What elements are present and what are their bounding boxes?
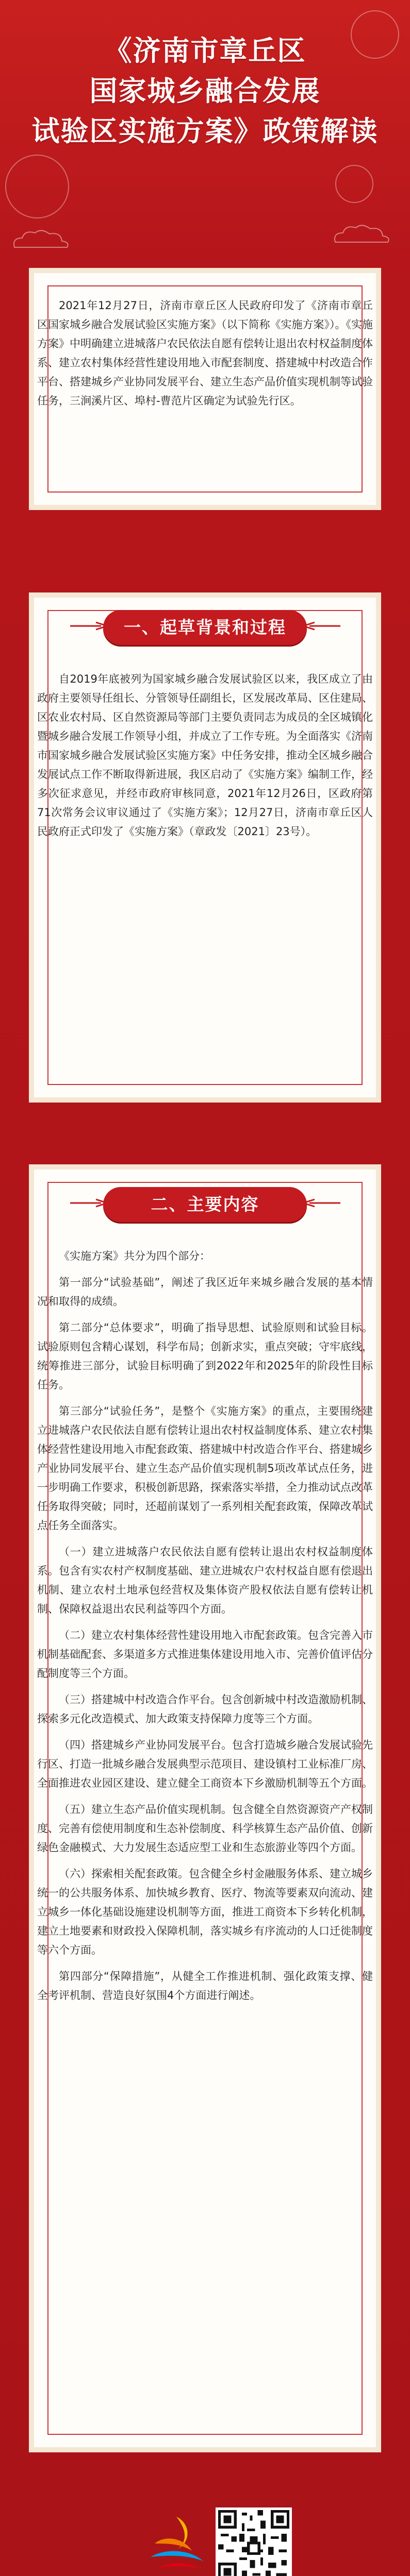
section2-paragraph: （二）建立农村集体经营性建设用地入市配套政策。包含完善入市机制基础配套、多渠道多方式推进集体建设用地入市、完善价值评估分配制度等三个方面。 — [37, 1629, 373, 1680]
chuntian-logo-icon — [140, 2507, 212, 2576]
intro-text — [37, 296, 373, 418]
decoration-ring — [335, 165, 373, 203]
banner-tip-icon — [70, 621, 107, 631]
section2-paragraph: （五）建立生态产品价值实现机制。包含健全自然资源资产产权制度、完善有偿使用制度和生态补偿制度、科学核算生态产品价值、创新绿色金融模式、大力发展生态适应型工业和生态旅游业等四个方面。 — [37, 1803, 373, 1854]
section2-paragraph: （一）建立进城落户农民依法自愿有偿转让退出农村权益制度体系。包含有实农村产权制度基础、建立进城农户农村权益自愿有偿退出机制、建立农村土地承包经营权及集体资产股权依法自愿有偿转让机制、保障权益退出农民利益等四个方面。 — [37, 1546, 373, 1615]
section2-banner — [29, 1185, 381, 1225]
section2-paragraph: 《实施方案》共分为四个部分： — [59, 1250, 210, 1262]
section2-heading: 二、主要内容 — [151, 1194, 259, 1214]
banner-tip-icon — [303, 1198, 340, 1208]
title-line-3: 试验区实施方案》政策解读 — [31, 115, 379, 147]
section2-text — [37, 1247, 373, 2012]
section2-paragraph: （六）探索相关配套政策。包含健全乡村金融服务体系、建立城乡统一的公共服务体系、加快城乡教育、医疗、物流等要素双向流动、建立城乡一体化基础设施建设机制等方面，推进工商资本下乡转化机制，建立土地要素和财政投入保障机制，落实城乡有序流动的人口迁徙制度等六个方面。 — [37, 1868, 373, 1956]
section1-paragraph: 自2019年底被列为国家城乡融合发展试验区以来，我区成立了由政府主要领导任组长、分管领导任副组长，区发展改革局、区住建局、区农业农村局、区自然资源局等部门主要负责同志为成员的全区城镇化暨城乡融合发展工作领导小组，并成立了工作专班。为全面落实《济南市国家城乡融合发展试验区实施方案》中任务安排，推动全区城乡融合发展试点工作不断取得新进展，我区启动了《实施方案》编制工作，经多次征求意见，并经市政府审核同意，2021年12月26日，区政府第71次常务会议审议通过了《实施方案》；12月27日，济南市章丘区人民政府正式印发了《实施方案》（章政发〔2021〕23号）。 — [37, 673, 373, 838]
section2-paragraph: 第四部分“保障措施”，从健全工作推进机制、强化政策支撑、健全考评机制、营造良好氛围4个方面进行阐述。 — [37, 1970, 373, 2002]
section2-paragraph: （三）搭建城中村改造合作平台。包含创新城中村改造激励机制、探索多元化改造模式、加大政策支持保障力度等三个方面。 — [37, 1693, 373, 1725]
section2-paragraph: （四）搭建城乡产业协同发展平台。包含打造城乡融合发展试验先行区、打造一批城乡融合发展典型示范项目、建设镇村工业标准厂房、全面推进农业园区建设、建立健全工商资本下乡激励机制等五个方面。 — [37, 1739, 373, 1789]
section2-paragraph: 第二部分“总体要求”，明确了指导思想、试验原则和试验目标。试验原则包含精心谋划，科学布局；创新求实，重点突破；守牢底线，统筹推进三部分，试验目标明确了到2022年和2025年的阶段性目标任务。 — [37, 1321, 373, 1391]
title-line-1: 《济南市章丘区 — [104, 35, 306, 67]
page-title — [0, 31, 410, 151]
cloud-icon — [9, 227, 71, 250]
title-line-2: 国家城乡融合发展 — [89, 75, 321, 107]
section1-text — [37, 670, 373, 849]
cloud-icon — [330, 222, 392, 245]
intro-paragraph: 2021年12月27日，济南市章丘区人民政府印发了《济南市章丘区国家城乡融合发展试验区实施方案》（以下简称《实施方案》）。《实施方案》中明确建立进城落户农民依法自愿有偿转让退出农村权益制度体系、建立农村集体经营性建设用地入市配套制度、搭建城中村改造合作平台、搭建城乡产业协同发展平台、建立生态产品价值实现机制等试验任务，三涧溪片区、埠村-曹范片区确定为试验先行区。 — [37, 299, 373, 407]
section2-paragraph: 第三部分“试验任务”，是整个《实施方案》的重点，主要围绕建立进城落户农民依法自愿有偿转让退出农村权益制度体系、建立农村集体经营性建设用地入市配套政策、搭建城中村改造合作平台、搭建城乡产业协同发展平台、建立生态产品价值实现机制5项改革试点任务，进一步明确工作要求，积极创新思路，探索落实举措，全力推动试点改革任务取得突破；同时，还超前谋划了一系列相关配套政策，保障改革试点任务全面落实。 — [37, 1405, 373, 1532]
section1-banner — [29, 608, 381, 648]
section1-heading: 一、起草背景和过程 — [124, 617, 286, 637]
decoration-ring — [5, 155, 69, 218]
banner-tip-icon — [303, 621, 340, 631]
banner-tip-icon — [70, 1198, 107, 1208]
qr-code-icon[interactable] — [216, 2507, 292, 2576]
section2-paragraph: 第一部分“试验基础”，阐述了我区近年来城乡融合发展的基本情况和取得的成绩。 — [37, 1276, 373, 1308]
